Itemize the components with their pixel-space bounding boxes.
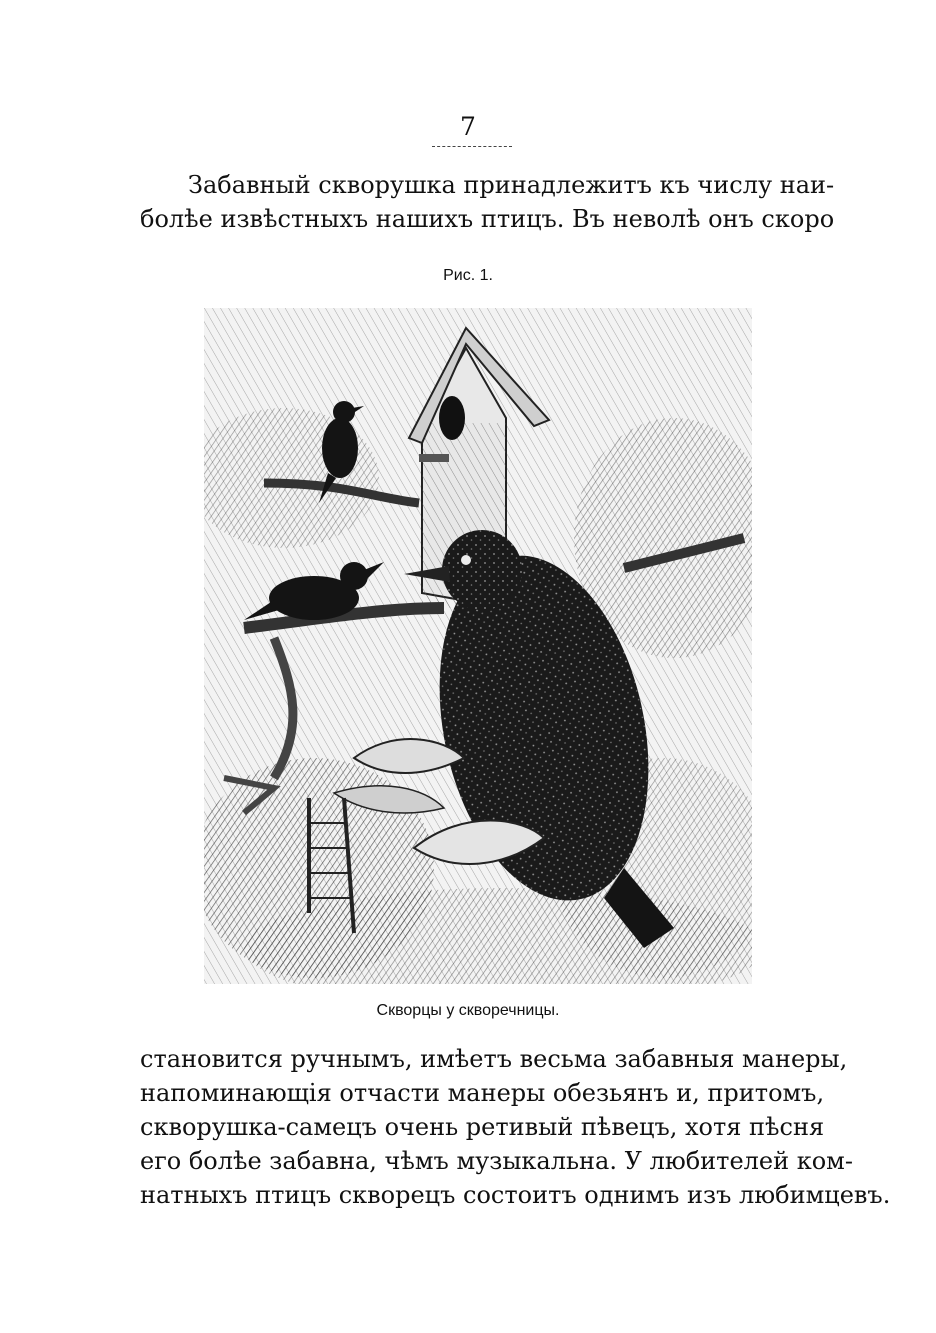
figure-illustration xyxy=(204,308,752,984)
figure-caption: Скворцы у скворечницы. xyxy=(376,1002,560,1019)
text-line: скворушка-самецъ очень ретивый пѣвецъ, хотя пѣсня xyxy=(140,1113,825,1141)
text-line: напоминающія отчасти манеры обезьянъ и, притомъ, xyxy=(140,1079,825,1107)
page-number: 7 xyxy=(460,112,476,141)
figure-label: Рис. 1. xyxy=(443,267,493,284)
text-line: натныхъ птицъ скворецъ состоитъ однимъ изъ любимцевъ. xyxy=(140,1181,891,1209)
paragraph-bottom xyxy=(140,1042,891,1212)
text-line: его болѣе забавна, чѣмъ музыкальна. У любителей ком- xyxy=(140,1147,853,1175)
text-line: становится ручнымъ, имѣетъ весьма забавныя манеры, xyxy=(140,1045,848,1073)
paragraph-top xyxy=(140,168,835,236)
page-number-rule xyxy=(432,146,512,147)
text-line: Забавный скворушка принадлежитъ къ числу наи- xyxy=(188,171,835,199)
text-line: болѣе извѣстныхъ нашихъ птицъ. Въ неволѣ онъ скоро xyxy=(140,205,835,233)
